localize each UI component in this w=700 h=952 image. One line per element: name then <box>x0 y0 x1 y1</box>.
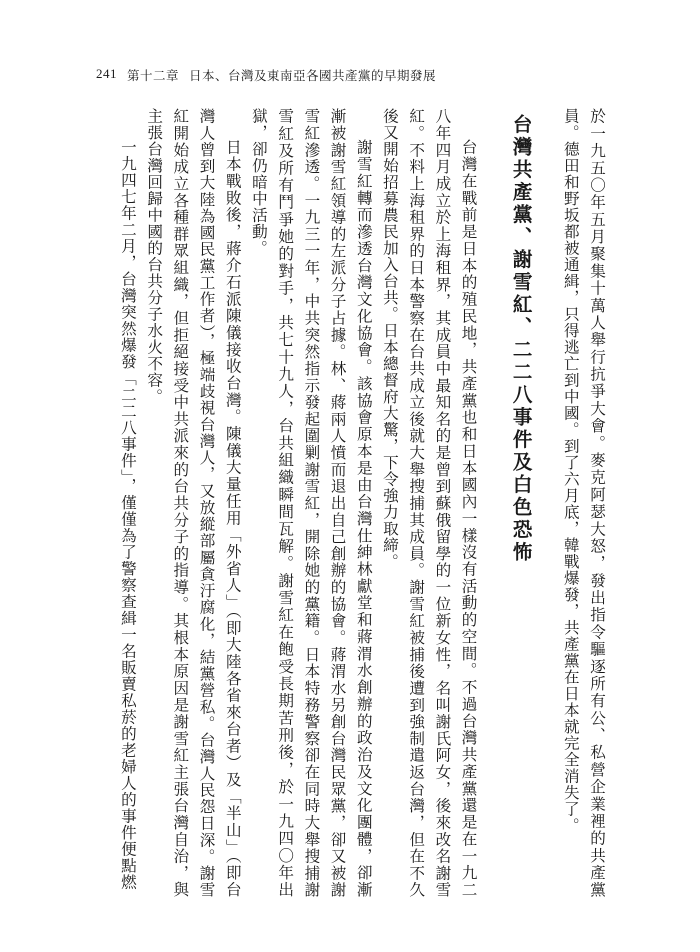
section-heading: 台灣共產黨、謝雪紅、二二八事件及白色恐怖 <box>509 113 533 564</box>
paragraph: 日本戰敗後，蔣介石派陳儀接收台灣。陳儀大量任用「外省人」（即大陸各省來台者）及「半山」（即台灣人曾到大陸為國民黨工作者），極端歧視台灣人，又放縱部屬貪汙腐化，結黨營私。台灣人民怨日深。謝雪紅開始成立各種群眾組織，但拒絕接受中共派來的台共分子的指導。其根本原因是謝雪紅主張台灣自治，與主張台灣回歸中國的台共分子水火不容。 <box>145 108 242 898</box>
chapter-title: 日本、台灣及東南亞各國共產黨的早期發展 <box>189 68 437 83</box>
paragraph: 謝雪紅轉而滲透台灣文化協會。該協會原本是由台灣仕紳林獻堂和蔣渭水創辦的政治及文化團體，卻漸漸被謝雪紅領導的左派分子占據。林、蔣兩人憤而退出自己創辦的協會。蔣渭水另創台灣民眾黨，卻又被謝雪紅滲透。一九三一年，中共突然指示發起圍剿謝雪紅，開除她的黨籍。日本特務警察卻在同時大舉搜捕謝雪紅及所有鬥爭她的對手，共七十九人，台共組織瞬間瓦解。謝雪紅在飽受長期苦刑後，於一九四〇年出獄，卻仍暗中活動。 <box>249 108 373 898</box>
paragraph-continued: 於一九五〇年五月聚集十萬人舉行抗爭大會。麥克阿瑟大怒，發出指令驅逐所有公、私營企業裡的共產黨員。德田和野坂都被通緝，只得逃亡到中國。到了六月底，韓戰爆發，共產黨在日本就完全消失了。 <box>561 108 606 898</box>
running-header <box>96 66 436 84</box>
paragraph: 台灣在戰前是日本的殖民地，共產黨也和日本國內一樣沒有活動的空間。不過台灣共產黨還是在一九二八年四月成立於上海租界，其成員中最知名的是曾到蘇俄留學的一位新女性，名叫謝氏阿女，後來改名謝雪紅。不料上海租界的日本警察在台共成立後就大舉搜捕其成員。謝雪紅被捕後遭到強制遣返台灣，但在不久後又開始招募農民加入台共。日本總督府大驚，下令強力取締。 <box>380 108 478 898</box>
body-text <box>115 108 610 898</box>
page-number: 241 <box>96 66 117 81</box>
paragraph: 一九四七年二月，台灣突然爆發「二二八事件」，僅僅為了警察查緝一名販賣私菸的老婦人的事件便點燃 <box>118 139 137 891</box>
chapter-label: 第十二章 <box>127 68 180 83</box>
